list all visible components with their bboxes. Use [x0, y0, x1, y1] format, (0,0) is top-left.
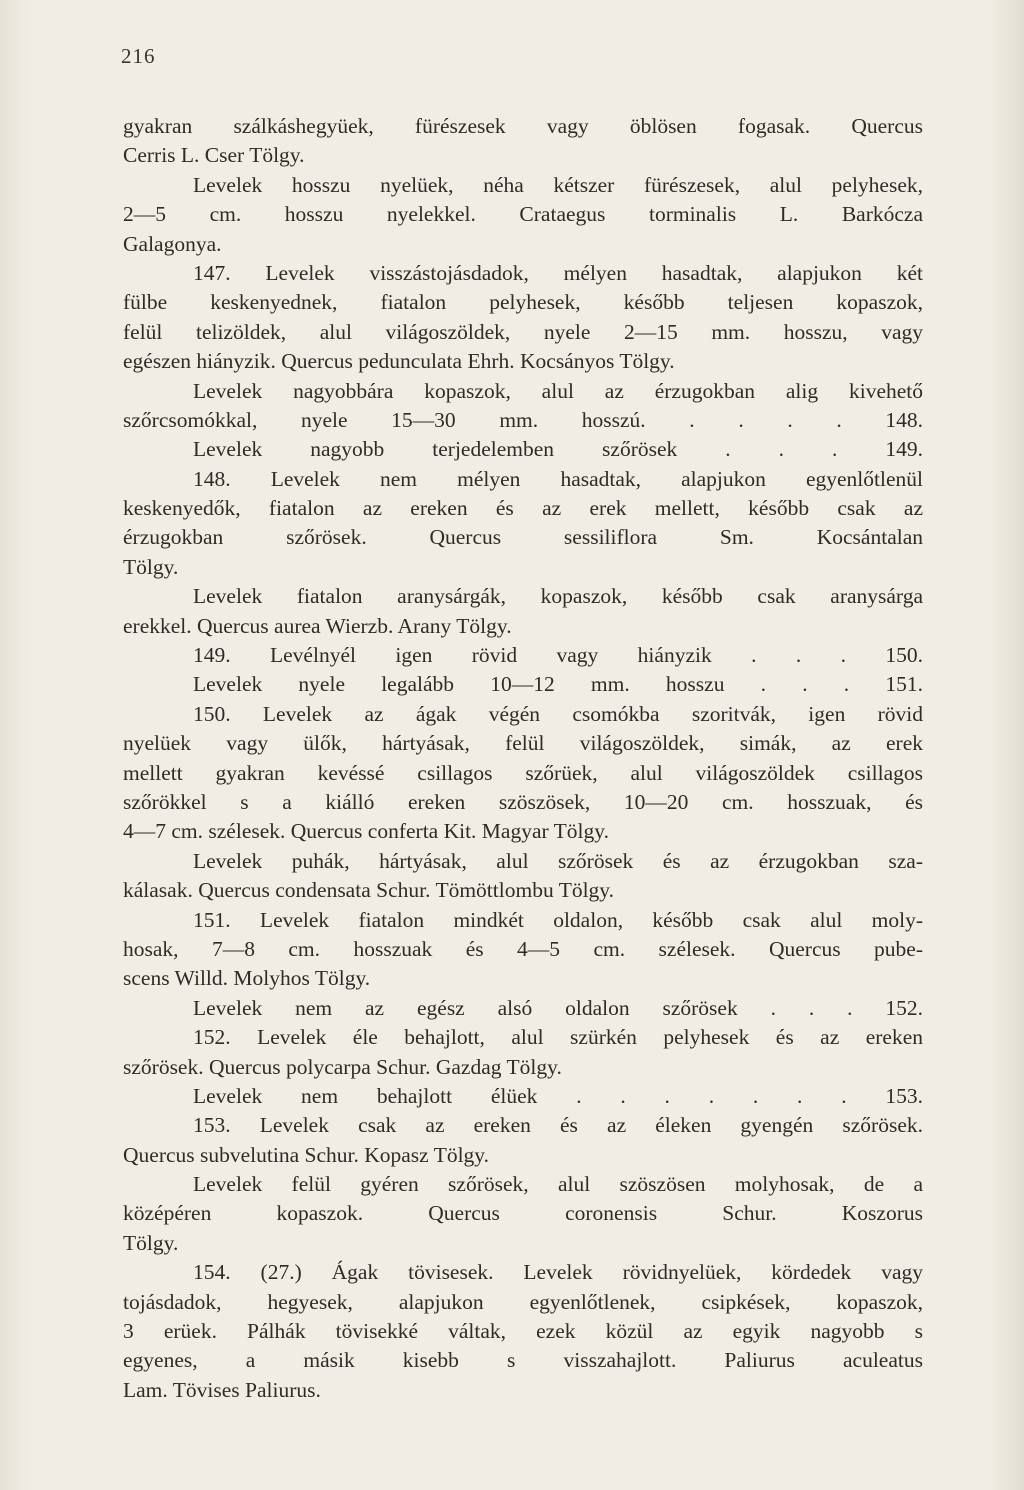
text-line: Levelek nagyobbára kopaszok, alul az érzugokban alig kivehető	[193, 378, 923, 403]
text-line: erekkel. Quercus aurea Wierzb. Arany Tölgy.	[123, 613, 512, 638]
text-line: 151. Levelek fiatalon mindkét oldalon, később csak alul moly-	[193, 907, 923, 932]
text-line: hosak, 7—8 cm. hosszuak és 4—5 cm. szélesek. Quercus pube-	[123, 936, 923, 961]
text-line: 147. Levelek visszástojásdadok, mélyen hasadtak, alapjukon két	[193, 260, 923, 285]
text-line: szőrcsomókkal, nyele 15—30 mm. hosszú. . . . . 148.	[123, 407, 923, 432]
text-line: szőrösek. Quercus polycarpa Schur. Gazdag Tölgy.	[123, 1054, 562, 1079]
text-line: Cerris L. Cser Tölgy.	[123, 143, 305, 168]
text-line: középéren kopaszok. Quercus coronensis Schur. Koszorus	[123, 1201, 923, 1226]
body-text	[123, 112, 923, 1405]
text-line: fülbe keskenyednek, fiatalon pelyhesek, később teljesen kopaszok,	[123, 290, 923, 315]
text-line: 4—7 cm. szélesek. Quercus conferta Kit. Magyar Tölgy.	[123, 819, 609, 844]
text-line: Levelek hosszu nyelüek, néha kétszer fürészesek, alul pelyhesek,	[193, 172, 923, 197]
text-line: Levelek nem az egész alsó oldalon szőrösek . . . 152.	[193, 995, 923, 1020]
text-line: egyenes, a másik kisebb s visszahajlott. Paliurus aculeatus	[123, 1348, 923, 1373]
text-line: tojásdadok, hegyesek, alapjukon egyenlőtlenek, csipkések, kopaszok,	[123, 1289, 923, 1314]
text-line: keskenyedők, fiatalon az ereken és az erek mellett, később csak az	[123, 496, 923, 521]
text-line: Lam. Tövises Paliurus.	[123, 1377, 321, 1402]
text-line: Levelek nyele legalább 10—12 mm. hosszu . . . 151.	[193, 672, 923, 697]
text-line: 149. Levélnyél igen rövid vagy hiányzik . . . 150.	[193, 643, 923, 668]
text-line: szőrökkel s a kiálló ereken szöszösek, 10—20 cm. hosszuak, és	[123, 789, 923, 814]
text-line: gyakran szálkáshegyüek, fürészesek vagy öblösen fogasak. Quercus	[123, 114, 923, 138]
text-line: 153. Levelek csak az ereken és az éleken gyengén szőrösek.	[193, 1113, 923, 1138]
text-line: 152. Levelek éle behajlott, alul szürkén pelyhesek és az ereken	[193, 1025, 923, 1050]
text-line: egészen hiányzik. Quercus pedunculata Ehrh. Kocsányos Tölgy.	[123, 349, 675, 374]
text-line: Levelek puhák, hártyásak, alul szőrösek és az érzugokban sza-	[193, 848, 923, 873]
text-line: Levelek nagyobb terjedelemben szőrösek . . . 149.	[193, 437, 923, 462]
text-line: 2—5 cm. hosszu nyelekkel. Crataegus torminalis L. Barkócza	[123, 202, 923, 227]
text-line: Galagonya.	[123, 231, 222, 256]
text-line: 3 erüek. Pálhák tövisekké váltak, ezek közül az egyik nagyobb s	[123, 1319, 923, 1344]
text-line: mellett gyakran kevéssé csillagos szőrüek, alul világoszöldek csillagos	[123, 760, 923, 785]
text-line: kálasak. Quercus condensata Schur. Tömöttlombu Tölgy.	[123, 878, 615, 903]
text-line: 154. (27.) Ágak tövisesek. Levelek rövidnyelüek, kördedek vagy	[193, 1260, 923, 1285]
text-line: Levelek fiatalon aranysárgák, kopaszok, később csak aranysárga	[193, 584, 923, 609]
text-line: nyelüek vagy ülők, hártyásak, felül világoszöldek, simák, az erek	[123, 731, 923, 756]
text-line: Tölgy.	[123, 1230, 179, 1255]
text-line: Tölgy.	[123, 554, 179, 579]
text-line: felül telizöldek, alul világoszöldek, nyele 2—15 mm. hosszu, vagy	[123, 319, 923, 344]
page-number: 216	[121, 44, 156, 68]
text-line: érzugokban szőrösek. Quercus sessiliflora Sm. Kocsántalan	[123, 525, 923, 550]
text-line: scens Willd. Molyhos Tölgy.	[123, 966, 371, 991]
text-line: Levelek felül gyéren szőrösek, alul szöszösen molyhosak, de a	[193, 1172, 923, 1197]
text-line: 148. Levelek nem mélyen hasadtak, alapjukon egyenlőtlenül	[193, 466, 923, 491]
text-line: Levelek nem behajlott élüek . . . . . . . 153.	[193, 1083, 923, 1108]
text-line: 150. Levelek az ágak végén csomókba szoritvák, igen rövid	[193, 701, 923, 726]
text-line: Quercus subvelutina Schur. Kopasz Tölgy.	[123, 1142, 490, 1167]
